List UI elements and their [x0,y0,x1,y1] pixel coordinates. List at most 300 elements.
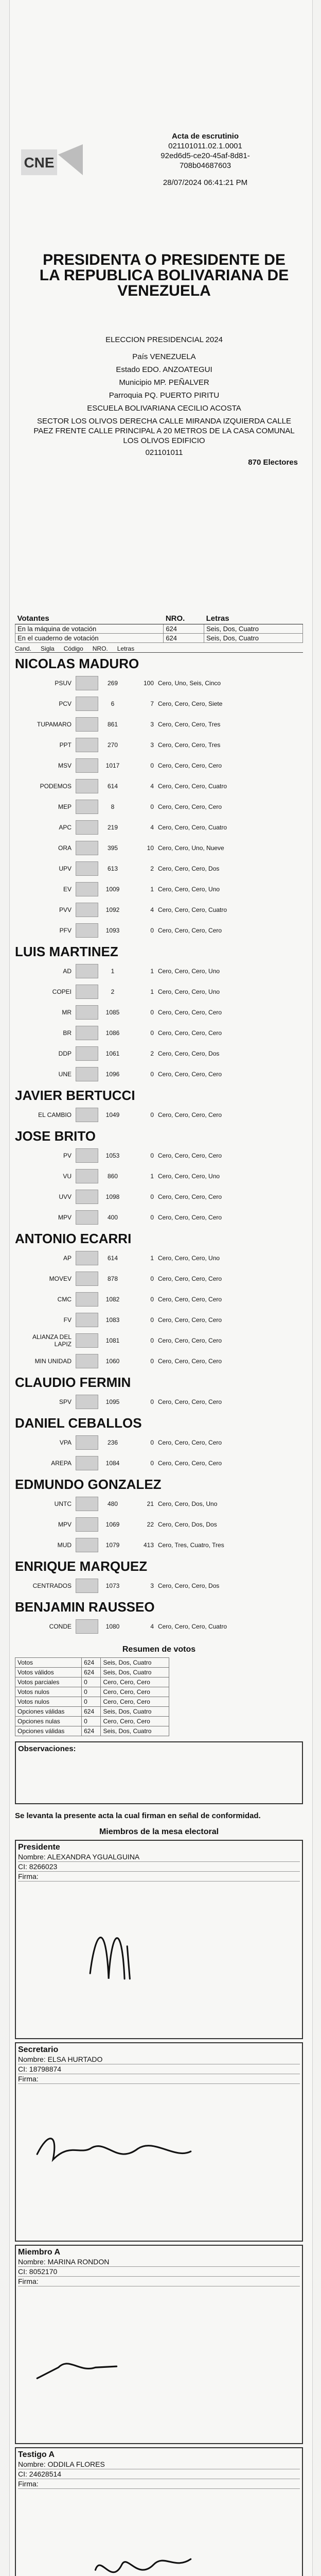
party-logo-icon [76,1333,98,1348]
table-row [15,1453,303,1473]
table-row [15,1677,169,1687]
col-sigla: Sigla [41,645,55,652]
party-code: 1093 [105,927,120,934]
summary-title: Resumen de votos [122,1645,196,1654]
party-logo-icon [76,1067,98,1081]
code-line-1: 92ed6d5-ce20-45af-8d81- [160,151,250,160]
table-row [15,920,303,941]
vote-count: 100 [143,680,154,687]
table-row [15,1697,169,1707]
party-logo-icon [76,1579,98,1593]
vote-words: Cero, Cero, Uno, Nueve [158,844,224,852]
table-row [15,776,303,796]
party-logo-icon [76,738,98,752]
table-row [15,634,303,643]
cell: Votos [15,1658,82,1668]
vote-count: 0 [150,1398,154,1405]
vote-count: 10 [147,844,154,852]
cell: 0 [82,1687,101,1697]
cell: Votos nulos [15,1697,82,1707]
cell: Cero, Cero, Cero [101,1677,169,1687]
party-sigla: MR [62,1009,72,1016]
vote-count: 0 [150,1460,154,1467]
centro: ESCUELA BOLIVARIANA CECILIO ACOSTA [87,404,241,413]
party-sigla: UNE [58,1071,72,1078]
vote-count: 1 [150,1255,154,1262]
member-firma-label: Firma: [18,2074,300,2084]
vote-count: 0 [150,1214,154,1221]
table-row [15,1494,303,1514]
candidate-block [15,1371,303,1412]
party-sigla: MOVEV [49,1275,72,1282]
observaciones-box [15,1741,303,1804]
conformity-note: Se levanta la presente acta la cual firman en señal de conformidad. [15,1811,261,1820]
party-sigla: AD [63,968,72,975]
party-code: 6 [111,700,115,707]
table-row [15,714,303,735]
party-logo-icon [76,1251,98,1265]
party-sigla: PSUV [55,680,72,687]
party-code: 1061 [105,1050,120,1057]
vote-count: 1 [150,1173,154,1180]
signature [16,2100,302,2235]
party-logo-icon [76,1292,98,1307]
party-sigla: MEP [58,803,72,810]
candidate-block [15,1596,303,1637]
party-sigla: EV [63,886,72,893]
cell: 624 [82,1668,101,1677]
member-role: Secretario [18,2045,59,2054]
party-logo-icon [76,841,98,855]
table-row [15,1351,303,1371]
member-card [15,2042,303,2242]
party-sigla: VU [63,1173,72,1180]
party-logo-icon [76,964,98,978]
cell: Cero, Cero, Cero [101,1687,169,1697]
member-role: Miembro A [18,2248,61,2257]
member-card [15,2447,303,2576]
vote-count: 0 [150,1111,154,1118]
party-logo-icon [76,1272,98,1286]
members-list [15,1840,303,2576]
party-logo-icon [76,676,98,690]
party-sigla: ALIANZA DEL LAPIZ [32,1333,72,1348]
pais: País VENEZUELA [132,352,196,361]
vote-count: 0 [150,1275,154,1282]
cne-logo [16,139,93,185]
party-code: 8 [111,803,115,810]
party-code: 480 [107,1500,118,1507]
member-ci: CI: 8052170 [18,2267,300,2277]
vote-count: 0 [150,1009,154,1016]
vote-count: 2 [150,1050,154,1057]
cell: 0 [82,1677,101,1687]
codigo: 021101011 [145,448,183,457]
candidate-name: ANTONIO ECARRI [15,1231,132,1246]
vote-words: Cero, Cero, Cero, Cero [158,1460,222,1467]
vote-words: Cero, Cero, Cero, Cero [158,1071,222,1078]
parroquia: Parroquia PQ. PUERTO PIRITU [109,391,220,400]
party-code: 1009 [105,886,120,893]
party-code: 614 [107,783,118,790]
party-sigla: PPT [59,741,72,749]
cell: Cero, Cero, Cero [101,1717,169,1726]
vote-words: Cero, Tres, Cuatro, Tres [158,1541,224,1549]
estado: Estado EDO. ANZOATEGUI [116,365,212,374]
votantes-header: Votantes [15,613,164,624]
party-code: 1092 [105,906,120,913]
vote-count: 0 [150,1071,154,1078]
candidate-block [15,1228,303,1371]
vote-count: 0 [150,1316,154,1324]
candidate-name: CLAUDIO FERMIN [15,1375,131,1390]
vote-count: 4 [150,906,154,913]
vote-words: Cero, Cero, Cero, Cero [158,1275,222,1282]
party-sigla: MSV [58,762,72,769]
party-logo-icon [76,1538,98,1552]
party-logo-icon [76,1354,98,1368]
col-cand: Cand. [15,645,32,652]
vote-words: Cero, Cero, Cero, Dos [158,865,220,872]
table-row [15,838,303,858]
party-code: 1049 [105,1111,120,1118]
cell: Seis, Dos, Cuatro [204,624,303,634]
votantes-table [15,613,303,643]
table-row [15,1575,303,1596]
table-row [15,1392,303,1412]
vote-count: 4 [150,824,154,831]
vote-words: Cero, Cero, Dos, Dos [158,1521,217,1528]
cell: Votos nulos [15,1687,82,1697]
party-code: 1095 [105,1398,120,1405]
vote-count: 3 [150,741,154,749]
party-sigla: PFV [59,927,72,934]
table-row [15,900,303,920]
member-card [15,1840,303,2039]
party-code: 236 [107,1439,118,1446]
party-sigla: AP [63,1255,72,1262]
table-row [15,879,303,900]
cell: Votos parciales [15,1677,82,1687]
cell: Votos válidos [15,1668,82,1677]
vote-words: Cero, Cero, Cero, Cero [158,1316,222,1324]
cell: Seis, Dos, Cuatro [204,634,303,643]
member-firma-label: Firma: [18,2277,300,2286]
candidates-list [15,653,303,1637]
table-row [15,1707,169,1717]
member-ci: CI: 8266023 [18,1862,300,1872]
party-logo-icon [76,758,98,773]
party-logo-icon [76,985,98,999]
vote-words: Cero, Cero, Cero, Cero [158,1439,222,1446]
electores: 870 Electores [248,458,298,467]
party-logo-icon [76,1190,98,1204]
table-row [15,1105,303,1125]
cell: 624 [164,634,204,643]
table-row [15,961,303,981]
table-row [15,1726,169,1736]
party-sigla: CMC [57,1296,72,1303]
vote-count: 0 [150,1029,154,1037]
candidate-name: NICOLAS MADURO [15,656,139,671]
vote-words: Cero, Cero, Cero, Cero [158,1111,222,1118]
candidate-block [15,941,303,1084]
party-logo-icon [76,717,98,732]
table-row [15,1514,303,1535]
member-card [15,2245,303,2444]
cell: Seis, Dos, Cuatro [101,1668,169,1677]
vote-count: 0 [150,927,154,934]
vote-words: Cero, Cero, Cero, Cero [158,762,222,769]
vote-count: 2 [150,865,154,872]
col-nro: NRO. [92,645,108,652]
direccion: SECTOR LOS OLIVOS DERECHA CALLE MIRANDA IZQUIERDA CALLE PAEZ FRENTE CALLE PRINCIPAL A 20 METROS DE LA CASA COMUNAL LOS OLIVOS EDIFICIO [33,417,295,445]
party-logo-icon [76,800,98,814]
party-logo-icon [76,779,98,793]
party-logo-icon [76,1619,98,1634]
cell: 624 [82,1726,101,1736]
party-code: 395 [107,844,118,852]
party-sigla: VPA [59,1439,72,1446]
candidate-block [15,1412,303,1473]
party-code: 1096 [105,1071,120,1078]
vote-count: 22 [147,1521,154,1528]
vote-count: 0 [150,1358,154,1365]
vote-count: 1 [150,886,154,893]
candidate-name: JAVIER BERTUCCI [15,1088,135,1103]
party-code: 1083 [105,1316,120,1324]
cell: Opciones válidas [15,1726,82,1736]
candidate-block [15,1125,303,1228]
party-logo-icon [76,1517,98,1532]
vote-count: 0 [150,1193,154,1200]
table-row [15,1043,303,1064]
party-code: 1060 [105,1358,120,1365]
party-sigla: MUD [57,1541,72,1549]
col-codigo: Código [63,645,83,652]
vote-count: 1 [150,988,154,995]
table-row [15,1166,303,1187]
vote-words: Cero, Cero, Cero, Cuatro [158,824,227,831]
cell: 624 [82,1707,101,1717]
candidate-name: EDMUNDO GONZALEZ [15,1477,162,1492]
vote-words: Cero, Cero, Cero, Tres [158,741,221,749]
table-row [15,1668,169,1677]
acta-id: 021101011.02.1.0001 [168,142,242,150]
cell: Seis, Dos, Cuatro [101,1726,169,1736]
candidate-name: BENJAMIN RAUSSEO [15,1599,155,1615]
party-code: 1069 [105,1521,120,1528]
signature [16,2505,302,2576]
cell: 0 [82,1717,101,1726]
table-row [15,624,303,634]
vote-words: Cero, Cero, Cero, Cuatro [158,906,227,913]
party-logo-icon [76,1108,98,1122]
vote-words: Cero, Cero, Cero, Uno [158,968,220,975]
party-sigla: CENTRADOS [32,1582,72,1589]
column-legend [15,645,303,653]
party-logo-icon [76,1395,98,1409]
member-name: Nombre: ODDILA FLORES [18,2460,300,2469]
vote-count: 0 [150,762,154,769]
party-sigla: COPEI [52,988,72,995]
municipio: Municipio MP. PEÑALVER [119,378,209,387]
vote-words: Cero, Cero, Cero, Uno [158,988,220,995]
vote-count: 413 [143,1541,154,1549]
vote-count: 7 [150,700,154,707]
cell: En el cuaderno de votación [15,634,164,643]
party-sigla: DDP [58,1050,72,1057]
table-row [15,1717,169,1726]
vote-count: 3 [150,1582,154,1589]
table-row [15,1187,303,1207]
member-role: Presidente [18,1843,60,1852]
cell: Cero, Cero, Cero [101,1697,169,1707]
party-code: 1017 [105,762,120,769]
signature [16,1897,302,2033]
party-logo-icon [76,923,98,938]
party-sigla: UNTC [54,1500,72,1507]
table-row [15,1064,303,1084]
party-code: 1084 [105,1460,120,1467]
party-logo-icon [76,1026,98,1040]
vote-words: Cero, Cero, Cero, Dos [158,1050,220,1057]
vote-words: Cero, Cero, Cero, Uno [158,886,220,893]
receipt-slip [9,0,313,2576]
vote-words: Cero, Cero, Cero, Uno [158,1173,220,1180]
candidate-block [15,1473,303,1555]
letras-header: Letras [204,613,303,624]
table-row [15,1658,169,1668]
party-logo-icon [76,1005,98,1020]
party-code: 860 [107,1173,118,1180]
acta-label: Acta de escrutinio [171,132,239,141]
party-sigla: TUPAMARO [37,721,72,728]
party-sigla: ORA [58,844,72,852]
party-code: 1086 [105,1029,120,1037]
party-code: 219 [107,824,118,831]
candidate-block [15,1084,303,1125]
vote-count: 4 [150,1623,154,1630]
party-logo-icon [76,820,98,835]
party-code: 1073 [105,1582,120,1589]
election-name: ELECCION PRESIDENCIAL 2024 [105,335,223,344]
table-row [15,755,303,776]
col-letras: Letras [117,645,135,652]
vote-count: 3 [150,721,154,728]
candidate-name: ENRIQUE MARQUEZ [15,1558,148,1574]
party-sigla: MPV [58,1214,72,1221]
vote-words: Cero, Cero, Cero, Dos [158,1582,220,1589]
party-sigla: PV [63,1152,72,1159]
acta-header [113,131,298,188]
vote-words: Cero, Uno, Seis, Cinco [158,680,221,687]
candidate-block [15,1555,303,1596]
party-sigla: BR [63,1029,72,1037]
vote-words: Cero, Cero, Cero, Siete [158,700,223,707]
table-row [15,735,303,755]
vote-words: Cero, Cero, Cero, Cero [158,1152,222,1159]
acta-datetime: 28/07/2024 06:41:21 PM [163,178,248,187]
vote-words: Cero, Cero, Cero, Uno [158,1255,220,1262]
vote-words: Cero, Cero, Cero, Cero [158,1398,222,1405]
table-row [15,1687,169,1697]
party-logo-icon [76,882,98,896]
cell: 0 [82,1697,101,1707]
logo-text: CNE [24,155,55,171]
party-sigla: MPV [58,1521,72,1528]
cell: Opciones nulas [15,1717,82,1726]
vote-words: Cero, Cero, Cero, Cero [158,1358,222,1365]
member-name: Nombre: ELSA HURTADO [18,2055,300,2064]
party-logo-icon [76,1148,98,1163]
election-meta [30,335,298,467]
candidate-name: LUIS MARTINEZ [15,944,118,959]
cell: 624 [164,624,204,634]
table-row [15,1535,303,1555]
signature [16,2302,302,2438]
party-logo-icon [76,1210,98,1225]
member-ci: CI: 18798874 [18,2064,300,2074]
party-logo-icon [76,1169,98,1183]
party-logo-icon [76,861,98,876]
vote-words: Cero, Cero, Cero, Tres [158,721,221,728]
party-code: 1085 [105,1009,120,1016]
party-sigla: CONDE [49,1623,72,1630]
party-code: 1098 [105,1193,120,1200]
party-code: 1 [111,968,115,975]
party-code: 270 [107,741,118,749]
vote-words: Cero, Cero, Cero, Cuatro [158,1623,227,1630]
vote-words: Cero, Cero, Cero, Cero [158,1029,222,1037]
cell: Seis, Dos, Cuatro [101,1658,169,1668]
code-line-2: 708b04687603 [179,161,231,170]
party-code: 613 [107,865,118,872]
candidate-block [15,653,303,941]
member-name: Nombre: ALEXANDRA YGUALGUINA [18,1852,300,1862]
party-sigla: UVV [59,1193,72,1200]
candidate-name: JOSE BRITO [15,1128,96,1144]
party-logo-icon [76,903,98,917]
party-logo-icon [76,1435,98,1450]
party-logo-icon [76,1046,98,1061]
table-row [15,1207,303,1228]
member-ci: CI: 24628514 [18,2469,300,2479]
member-name: Nombre: MARINA RONDON [18,2257,300,2267]
cell: En la máquina de votación [15,624,164,634]
table-row [15,1432,303,1453]
observaciones-label: Observaciones: [18,1744,76,1753]
vote-words: Cero, Cero, Cero, Cero [158,1193,222,1200]
table-row [15,1145,303,1166]
party-code: 1082 [105,1296,120,1303]
table-row [15,1248,303,1268]
vote-count: 1 [150,968,154,975]
summary-table [15,1657,169,1736]
table-row [15,1268,303,1289]
vote-count: 4 [150,783,154,790]
party-code: 2 [111,988,115,995]
party-sigla: SPV [59,1398,72,1405]
vote-count: 0 [150,1152,154,1159]
party-logo-icon [76,1497,98,1511]
party-sigla: FV [63,1316,72,1324]
table-row [15,1330,303,1351]
candidate-name: DANIEL CEBALLOS [15,1415,142,1431]
page-title: PRESIDENTA O PRESIDENTE DE LA REPUBLICA BOLIVARIANA DE VENEZUELA [39,251,289,299]
results-section [15,613,303,2576]
vote-words: Cero, Cero, Cero, Cero [158,1296,222,1303]
